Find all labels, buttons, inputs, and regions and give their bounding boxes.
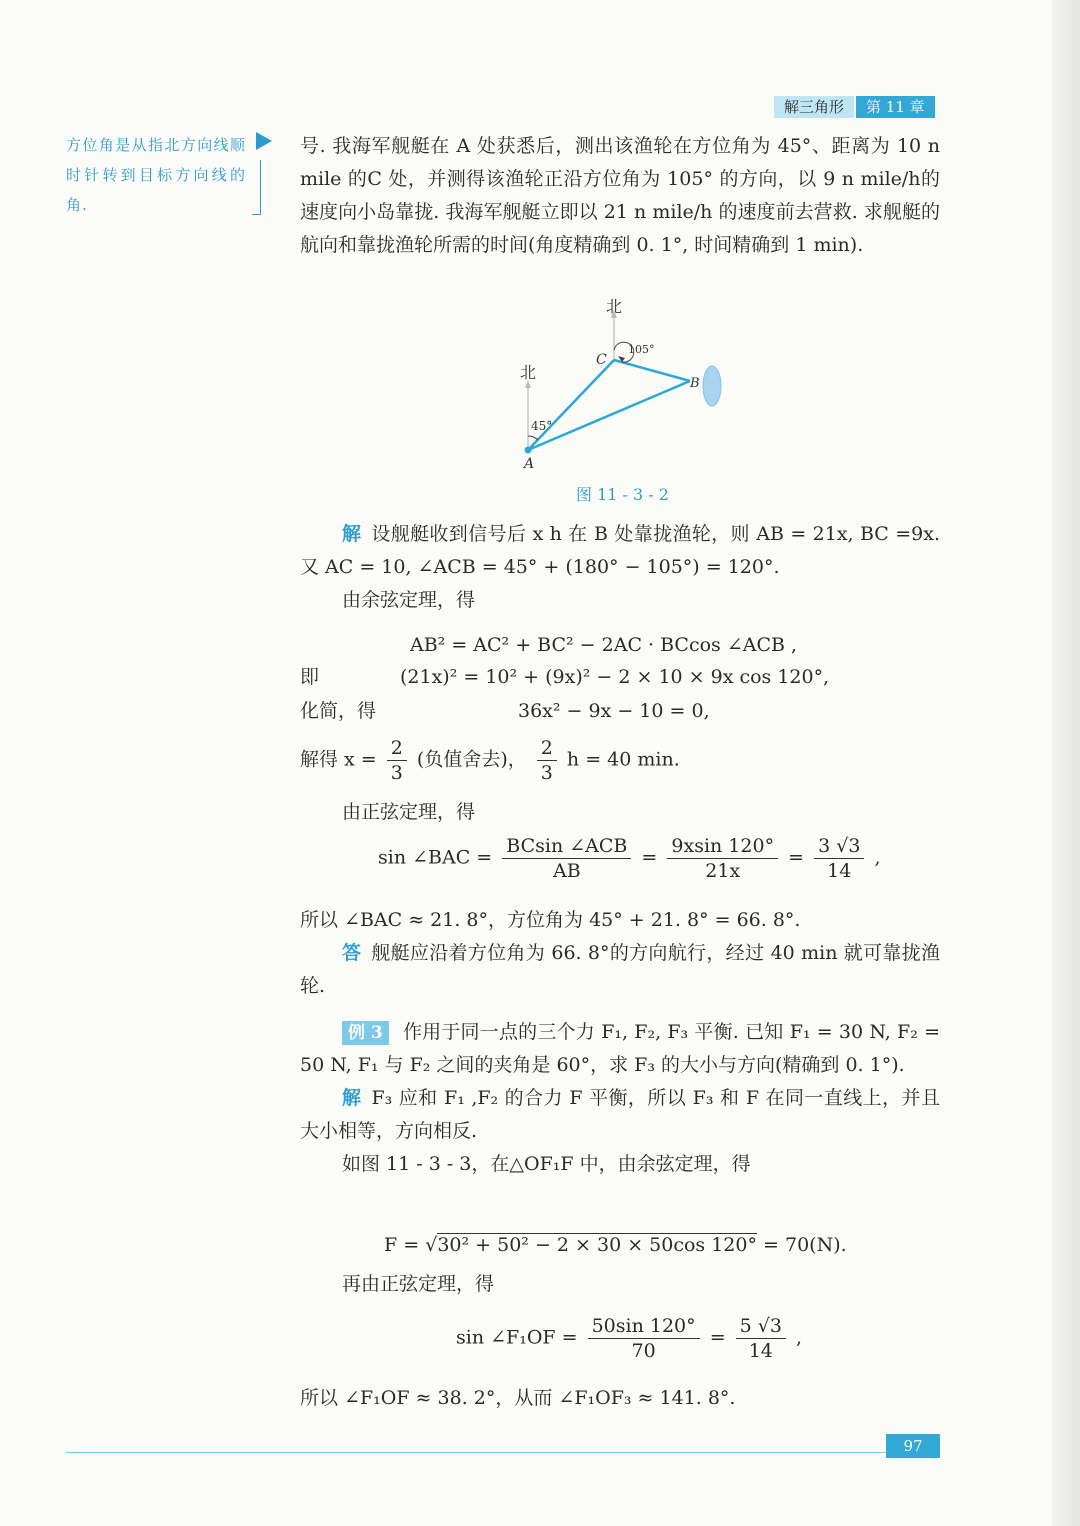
example-3: 例 3 作用于同一点的三个力 F₁, F₂, F₃ 平衡. 已知 F₁ = 30 N, F₂ = 50 N, F₁ 与 F₂ 之间的夹角是 60°，求 F₃ 的大小与方向(精确到 0. 1°). 解 F₃ 应和 F₁ ,F₂ 的合力 F 平衡，所以 F₃ 和 F 在同一直线上，并且大小相等，方向相反. 如图 11 - 3 - 3，在△OF₁F 中，由余弦定理，得 [300, 1021, 940, 1175]
angle-c-label: 105° [628, 343, 655, 356]
angle-a-label: 45° [531, 419, 553, 433]
resultant-force-eq: F = √30² + 50² − 2 × 30 × 50cos 120° = 70(N). [384, 1234, 847, 1256]
chapter-tag [774, 96, 935, 118]
flag-icon [256, 130, 274, 152]
fraction: $\frac{\text{BCsin ∠ACB}}{AB}$ [502, 834, 631, 883]
label-simplify: 化简，得 [300, 700, 377, 722]
label-ji: 即 [300, 666, 320, 688]
sine-law-intro: 由正弦定理，得 [342, 801, 476, 823]
north-label-a: 北 [520, 363, 537, 382]
solution-label: 解 [342, 523, 362, 545]
footer-line [66, 1452, 890, 1453]
fraction: $\frac{50\sin 120^\circ}{70}$ [588, 1314, 700, 1363]
chapter-title: 解三角形 [774, 96, 854, 118]
island-shape [703, 366, 721, 406]
result-paragraph: 所以 ∠BAC ≈ 21. 8°，方位角为 45° + 21. 8° = 66. 8°. 答 舰艇应沿着方位角为 66. 8°的方向航行，经过 40 min 就可靠拢渔轮. [300, 909, 940, 997]
segment-ac [528, 360, 614, 450]
fraction: $\frac{2}{3}$ [387, 736, 407, 785]
point-b-label: B [690, 376, 700, 391]
segment-ab [528, 381, 690, 450]
quadratic-eq: 36x² − 9x − 10 = 0, [518, 700, 710, 722]
point-c-label: C [596, 352, 607, 368]
sine-f1of-eq: sin ∠F₁OF = $\frac{50\sin 120^\circ}{70}$ = $\frac{5 √3}{14}$ , [456, 1315, 803, 1362]
sine-bac-eq: sin ∠BAC = $\frac{\text{BCsin ∠ACB}}{AB}$ = $\frac{9xsin 120^\circ}{21x}$ = $\frac{3 √3}{14}$ , [378, 835, 881, 882]
chapter-number: 第 11 章 [856, 96, 935, 118]
point-a-label: A [524, 456, 535, 472]
cosine-law-eq: AB² = AC² + BC² − 2AC · BCcos ∠ACB , [410, 634, 798, 656]
note-bracket [252, 160, 261, 215]
figure-11-3-2 [510, 290, 750, 480]
margin-note: 方位角是从指北方向线顺时针转到目标方向线的角. [66, 136, 246, 214]
figure-caption: 图 11 - 3 - 2 [576, 485, 669, 504]
fraction: $\frac{5 √3}{14}$ [736, 1314, 786, 1363]
solution-x-line: 解得 x = $\frac{2}{3}$ (负值舍去)， $\frac{2}{3}$ h = 40 min. [300, 737, 680, 784]
answer-label: 答 [342, 942, 362, 964]
example-badge: 例 3 [342, 1021, 389, 1045]
page-edge [1052, 0, 1080, 1526]
north-label-c: 北 [606, 297, 623, 316]
solution-1: 解 设舰艇收到信号后 x h 在 B 处靠拢渔轮，则 AB = 21x, BC =9x. 又 AC = 10, ∠ACB = 45° + (180° − 105°) = 120°. 由余弦定理，得 [300, 523, 940, 611]
fraction: $\frac{3 √3}{14}$ [814, 834, 864, 883]
fraction: $\frac{9xsin 120^\circ}{21x}$ [667, 834, 778, 883]
substituted-eq: (21x)² = 10² + (9x)² − 2 × 10 × 9x cos 120°, [400, 666, 830, 688]
intro-paragraph: 号. 我海军舰艇在 A 处获悉后，测出该渔轮在方位角为 45°、距离为 10 n mile 的C 处，并测得该渔轮正沿方位角为 105° 的方向，以 9 n mile/h的速度向小岛靠拢. 我海军舰艇立即以 21 n mile/h 的速度前去营救. 求舰艇的航向和靠拢渔轮所需的时间(角度精确到 0. 1°, 时间精确到 1 min). [300, 135, 940, 256]
solution-label: 解 [342, 1087, 362, 1109]
segment-cb [614, 360, 690, 381]
final-result: 所以 ∠F₁OF ≈ 38. 2°，从而 ∠F₁OF₃ ≈ 141. 8°. [300, 1387, 736, 1409]
sine-law-intro-2: 再由正弦定理，得 [342, 1273, 495, 1295]
sqrt-icon: √ [425, 1234, 438, 1256]
page-number: 97 [886, 1434, 940, 1458]
fraction: $\frac{2}{3}$ [537, 736, 557, 785]
